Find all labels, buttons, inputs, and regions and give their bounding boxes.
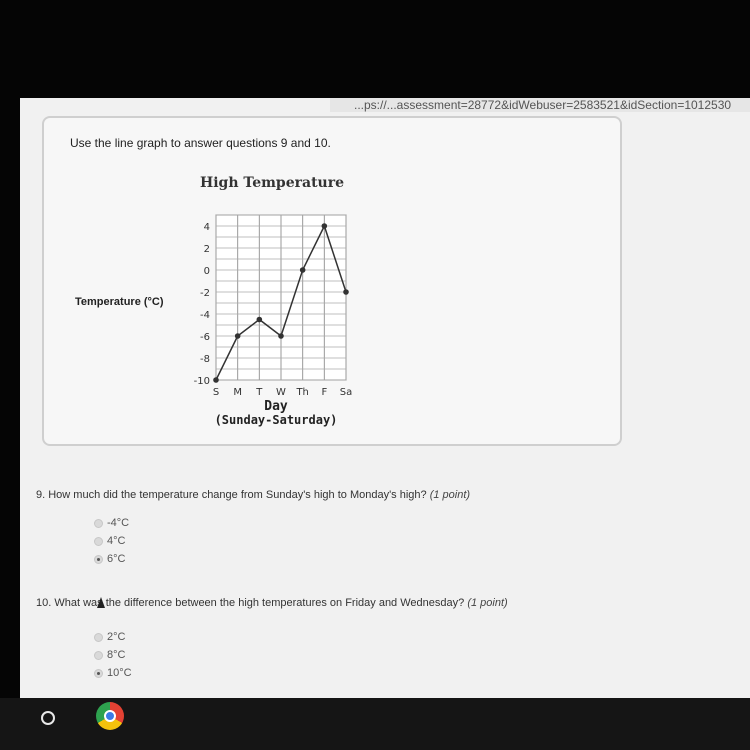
x-tick-label: Th: [296, 387, 309, 398]
radio-button[interactable]: [94, 633, 103, 642]
data-point: [213, 377, 219, 383]
y-tick-label: -4: [200, 310, 210, 321]
data-point: [257, 317, 263, 323]
x-axis-sublabel: (Sunday-Saturday): [214, 413, 338, 427]
x-tick-label: F: [321, 387, 328, 398]
answer-option[interactable]: [94, 649, 125, 661]
radio-button[interactable]: [94, 537, 103, 546]
data-point: [322, 223, 328, 229]
y-tick-label: 0: [203, 266, 210, 277]
y-axis-label: Temperature (°C): [75, 296, 164, 308]
question-10-points: (1 point): [467, 597, 508, 609]
radio-button[interactable]: [94, 669, 103, 678]
x-tick-label: Sa: [339, 387, 353, 398]
chrome-browser-icon[interactable]: [96, 702, 124, 730]
question-9-text: 9. How much did the temperature change from Sunday's high to Monday's high?: [36, 489, 427, 501]
answer-option-label: 2°C: [107, 631, 126, 643]
answer-option-label: 6°C: [107, 553, 126, 565]
y-tick-label: -6: [200, 332, 210, 343]
question-9-points: (1 point): [429, 489, 471, 501]
answer-option[interactable]: [94, 535, 125, 547]
data-point: [278, 333, 284, 339]
radio-button[interactable]: [94, 651, 103, 660]
radio-button[interactable]: [94, 519, 103, 528]
y-tick-label: 2: [203, 244, 210, 255]
address-bar[interactable]: ...ps://...assessment=28772&idWebuser=2583521&idSection=1012530: [330, 98, 750, 112]
answer-option-label: -4°C: [107, 517, 130, 529]
instructions-text: Use the line graph to answer questions 9 and 10.: [70, 136, 331, 150]
y-tick-label: -2: [200, 288, 210, 299]
answer-option-label: 10°C: [107, 667, 132, 679]
chart-title: High Temperature: [200, 175, 344, 191]
answer-option[interactable]: [94, 517, 129, 529]
launcher-circle-icon[interactable]: [41, 711, 55, 725]
answer-option-label: 8°C: [107, 649, 126, 661]
x-tick-label: W: [276, 387, 286, 398]
question-10: [36, 597, 508, 609]
question-9: [36, 489, 470, 501]
x-tick-label: T: [256, 387, 263, 398]
x-tick-labels: [213, 387, 352, 398]
answer-option-label: 4°C: [107, 535, 126, 547]
y-tick-label: 4: [203, 222, 210, 233]
y-tick-label: -10: [193, 376, 210, 387]
y-tick-label: -8: [200, 354, 210, 365]
radio-button[interactable]: [94, 555, 103, 564]
answer-option[interactable]: [94, 667, 132, 679]
answer-option[interactable]: [94, 631, 125, 643]
y-tick-labels: [194, 222, 210, 387]
x-tick-label: S: [212, 387, 220, 398]
data-point: [300, 267, 306, 273]
mouse-pointer-icon: [97, 597, 105, 608]
x-tick-label: M: [233, 387, 242, 398]
chart-grid: [216, 215, 346, 380]
answer-option[interactable]: [94, 553, 125, 565]
question-10-text: 10. What was the difference between the high temperatures on Friday and Wednesday?: [36, 597, 465, 609]
x-axis-label: Day: [264, 399, 288, 414]
data-point: [235, 333, 241, 339]
data-point: [343, 289, 349, 295]
